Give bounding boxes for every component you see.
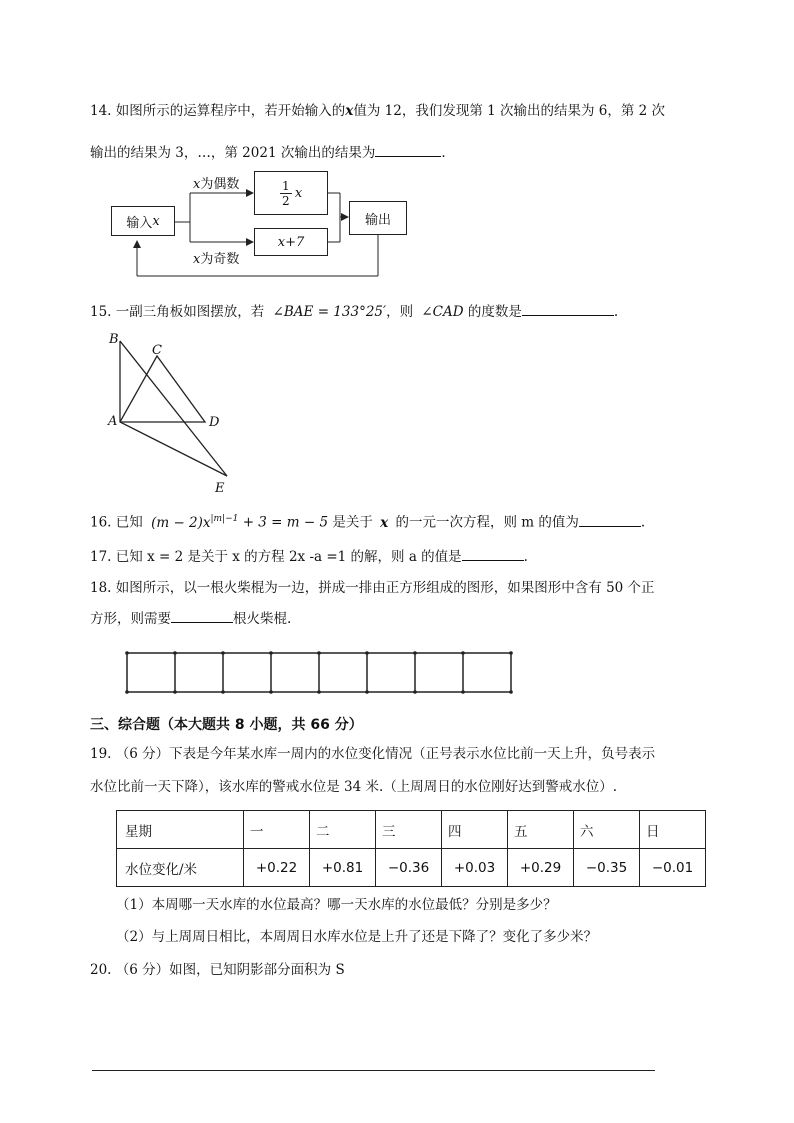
even-label: x为偶数 (193, 177, 240, 192)
q19-sub2: （2）与上周周日相比，本周周日水库水位是上升了还是下降了？变化了多少米？ (116, 929, 598, 945)
day-cell: 四 (442, 811, 508, 849)
value-cell: −0.36 (376, 849, 442, 887)
value-cell: −0.35 (574, 849, 640, 887)
q19-sub1: （1）本周哪一天水库的水位最高？哪一天水库的水位最低？分别是多少？ (116, 897, 557, 913)
q18-line2: 方形，则需要 根火柴棍. (90, 608, 291, 628)
plus-seven-box: x+7 (254, 228, 328, 256)
label-D: D (209, 415, 220, 430)
q20-line: 20. （6 分）如图，已知阴影部分面积为 S (90, 962, 345, 978)
label-A: A (108, 414, 118, 429)
day-cell: 二 (310, 811, 376, 849)
q17-line: 17. 已知 x = 2 是关于 x 的方程 2x -a =1 的解，则 a 的值是 . (90, 546, 528, 566)
odd-label: x为奇数 (193, 252, 240, 267)
day-cell: 一 (244, 811, 310, 849)
label-E: E (215, 481, 225, 496)
label-B: B (109, 332, 119, 347)
matchstick-figure (122, 648, 518, 698)
output-box: 输出 (349, 201, 407, 235)
half-box: 1 2 x (254, 171, 328, 215)
q19-line1: 19. （6 分）下表是今年某水库一周内的水位变化情况（正号表示水位比前一天上升，负号表示 (90, 746, 656, 762)
value-cell: +0.03 (442, 849, 508, 887)
value-cell: −0.01 (640, 849, 706, 887)
q14-line2: 输出的结果为 3，…，第 2021 次输出的结果为 . (90, 142, 446, 162)
day-cell: 六 (574, 811, 640, 849)
answer-blank-18[interactable] (171, 608, 233, 623)
value-cell: +0.29 (508, 849, 574, 887)
q19-line2: 水位比前一天下降），该水库的警戒水位是 34 米.（上周周日的水位刚好达到警戒水位）. (90, 779, 618, 795)
triangle-figure (100, 330, 250, 500)
row-label: 水位变化/米 (117, 849, 244, 887)
answer-blank-15[interactable] (522, 301, 614, 316)
day-cell: 五 (508, 811, 574, 849)
day-cell: 日 (640, 811, 706, 849)
label-C: C (152, 343, 162, 358)
section-3-heading: 三、综合题（本大题共 8 小题，共 66 分） (90, 717, 363, 733)
answer-blank-16[interactable] (579, 512, 641, 527)
input-box: 输入 x (111, 206, 175, 236)
q14-line1: 14. 如图所示的运算程序中，若开始输入的x值为 12，我们发现第 1 次输出的结果为 6，第 2 次 (90, 103, 666, 119)
water-level-table (116, 810, 706, 887)
fraction-half: 1 2 (280, 179, 292, 208)
footer-rule (92, 1070, 655, 1071)
value-cell: +0.22 (244, 849, 310, 887)
answer-blank-14[interactable] (375, 142, 441, 157)
q15-line: 15. 一副三角板如图摆放，若 ∠BAE = 133°25′，则 ∠CAD 的度数是 . (90, 301, 618, 321)
header-label: 星期 (117, 811, 244, 849)
q18-line1: 18. 如图所示，以一根火柴棍为一边，拼成一排由正方形组成的图形，如果图形中含有 50 个正 (90, 580, 655, 596)
table-row (117, 849, 706, 887)
day-cell: 三 (376, 811, 442, 849)
table-header-row (117, 811, 706, 849)
value-cell: +0.81 (310, 849, 376, 887)
q16-line: 16. 已知 $(m - 2)x^{|m|-1} + 3 = m - 5$ 是关于 x 的一元一次方程，则 m 的值为 . (90, 510, 645, 532)
answer-blank-17[interactable] (462, 546, 524, 561)
